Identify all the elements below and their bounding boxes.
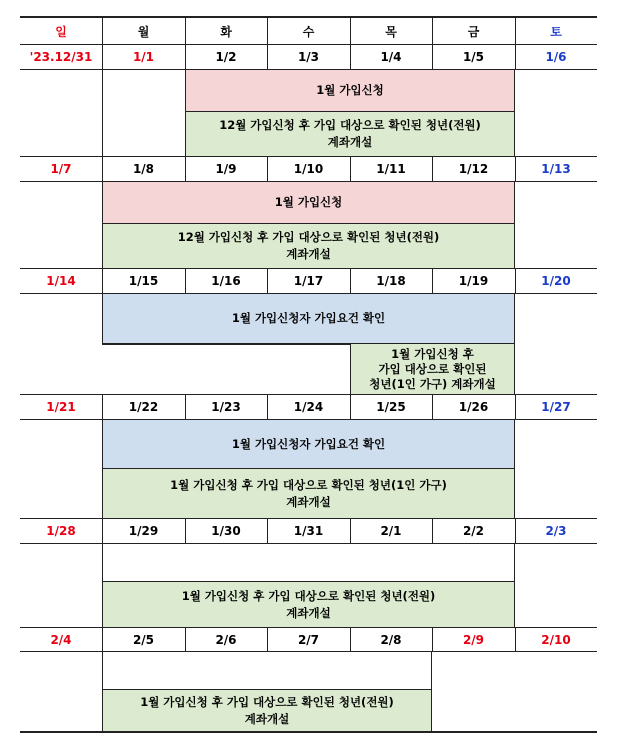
col-divider bbox=[267, 16, 268, 69]
day-header-tue: 화 bbox=[220, 24, 232, 39]
date-cell: 1/19 bbox=[458, 274, 489, 288]
col-divider bbox=[432, 268, 433, 293]
date-cell: 1/25 bbox=[376, 400, 406, 414]
col-divider bbox=[267, 518, 268, 543]
col-divider bbox=[185, 518, 186, 543]
date-cell: 1/15 bbox=[128, 274, 159, 288]
col-divider bbox=[267, 627, 268, 651]
row-divider bbox=[20, 627, 597, 628]
date-cell: 2/3 bbox=[545, 524, 567, 538]
event-block: 1월 가입신청자 가입요건 확인 bbox=[102, 294, 515, 344]
col-divider bbox=[102, 394, 103, 419]
row-divider bbox=[20, 419, 597, 420]
col-divider bbox=[515, 518, 516, 543]
date-cell: 1/1 bbox=[132, 50, 155, 64]
empty-band bbox=[102, 544, 515, 582]
col-divider bbox=[515, 156, 516, 181]
day-header-wed: 수 bbox=[302, 24, 315, 39]
event-block: 1월 가입신청 후 가입 대상으로 확인된 청년(1인 가구) 계좌개설 bbox=[102, 469, 515, 518]
date-cell: 2/4 bbox=[50, 632, 72, 647]
date-cell: 2/9 bbox=[462, 632, 485, 647]
row-divider bbox=[20, 518, 597, 519]
row-divider bbox=[20, 268, 597, 269]
date-cell: 1/20 bbox=[541, 274, 571, 288]
date-cell: 2/5 bbox=[132, 632, 155, 647]
row-divider bbox=[20, 293, 597, 294]
date-cell: 1/11 bbox=[376, 162, 406, 176]
date-cell: 1/21 bbox=[46, 400, 76, 414]
col-divider bbox=[432, 627, 433, 651]
col-divider bbox=[267, 156, 268, 181]
col-divider bbox=[185, 156, 186, 181]
col-divider bbox=[267, 394, 268, 419]
event-block: 1월 가입신청 bbox=[102, 182, 515, 224]
col-divider bbox=[185, 627, 186, 651]
date-cell: 1/29 bbox=[128, 524, 159, 538]
col-divider bbox=[432, 156, 433, 181]
row-divider bbox=[20, 651, 597, 652]
table-bottom-border bbox=[20, 731, 597, 733]
col-divider bbox=[185, 394, 186, 419]
col-divider bbox=[102, 518, 103, 543]
row-divider bbox=[20, 156, 597, 157]
date-cell: 1/12 bbox=[458, 162, 489, 176]
date-cell: 1/4 bbox=[380, 50, 402, 64]
col-divider bbox=[350, 394, 351, 419]
day-header-fri: 금 bbox=[467, 24, 480, 39]
event-block: 1월 가입신청 후 가입 대상으로 확인된 청년(전원) 계좌개설 bbox=[102, 690, 432, 732]
day-header-sun: 일 bbox=[55, 24, 67, 39]
date-cell: 1/23 bbox=[211, 400, 241, 414]
date-cell: 1/8 bbox=[132, 162, 155, 176]
date-cell: 1/16 bbox=[211, 274, 241, 288]
col-divider bbox=[185, 16, 186, 69]
date-cell: 1/2 bbox=[215, 50, 237, 64]
date-cell: 1/26 bbox=[458, 400, 489, 414]
row-divider bbox=[20, 69, 597, 70]
event-block: 1월 가입신청 후 가입 대상으로 확인된 청년(전원) 계좌개설 bbox=[102, 582, 515, 627]
event-block: 12월 가입신청 후 가입 대상으로 확인된 청년(전원) 계좌개설 bbox=[102, 224, 515, 268]
calendar-table bbox=[20, 16, 597, 733]
date-cell: 2/10 bbox=[541, 632, 571, 647]
col-divider bbox=[102, 627, 103, 651]
row-divider bbox=[20, 543, 597, 544]
date-cell: 1/17 bbox=[293, 274, 324, 288]
col-divider bbox=[432, 16, 433, 69]
day-header-sat: 토 bbox=[550, 24, 562, 39]
col-divider bbox=[102, 16, 103, 69]
col-divider bbox=[432, 394, 433, 419]
date-cell: 1/9 bbox=[215, 162, 237, 176]
date-cell: '23.12/31 bbox=[29, 50, 93, 64]
date-cell: 1/14 bbox=[46, 274, 76, 288]
date-cell: 1/7 bbox=[50, 162, 72, 176]
col-divider bbox=[350, 156, 351, 181]
date-cell: 1/10 bbox=[293, 162, 324, 176]
date-cell: 1/22 bbox=[128, 400, 159, 414]
empty-band bbox=[102, 344, 351, 345]
date-cell: 1/13 bbox=[541, 162, 571, 176]
date-cell: 1/28 bbox=[46, 524, 76, 538]
date-cell: 2/1 bbox=[380, 524, 402, 538]
event-block: 12월 가입신청 후 가입 대상으로 확인된 청년(전원) 계좌개설 bbox=[185, 112, 515, 156]
date-cell: 1/27 bbox=[541, 400, 571, 414]
col-divider bbox=[515, 16, 516, 69]
col-divider bbox=[350, 627, 351, 651]
col-divider bbox=[102, 156, 103, 181]
table-top-border bbox=[20, 16, 597, 18]
date-cell: 1/5 bbox=[462, 50, 485, 64]
row-divider bbox=[20, 394, 597, 395]
date-cell: 2/6 bbox=[215, 632, 237, 647]
row-divider bbox=[20, 44, 597, 45]
date-cell: 1/6 bbox=[545, 50, 567, 64]
date-cell: 1/30 bbox=[211, 524, 241, 538]
empty-band bbox=[102, 652, 432, 690]
col-divider bbox=[267, 268, 268, 293]
event-block: 1월 가입신청 후 가입 대상으로 확인된 청년(1인 가구) 계좌개설 bbox=[350, 344, 515, 394]
event-block: 1월 가입신청 bbox=[185, 70, 515, 112]
col-divider bbox=[185, 268, 186, 293]
col-divider bbox=[350, 268, 351, 293]
date-cell: 2/2 bbox=[462, 524, 485, 538]
date-cell: 1/18 bbox=[376, 274, 406, 288]
col-divider bbox=[515, 627, 516, 651]
col-divider bbox=[350, 16, 351, 69]
col-divider bbox=[102, 268, 103, 293]
event-block: 1월 가입신청자 가입요건 확인 bbox=[102, 420, 515, 469]
date-cell: 2/7 bbox=[297, 632, 320, 647]
date-cell: 1/31 bbox=[293, 524, 324, 538]
date-cell: 1/24 bbox=[293, 400, 324, 414]
col-divider bbox=[102, 69, 103, 157]
col-divider bbox=[515, 268, 516, 293]
date-cell: 1/3 bbox=[297, 50, 320, 64]
date-cell: 2/8 bbox=[380, 632, 402, 647]
col-divider bbox=[350, 518, 351, 543]
day-header-thu: 목 bbox=[385, 24, 397, 39]
day-header-mon: 월 bbox=[137, 24, 150, 39]
col-divider bbox=[515, 394, 516, 419]
col-divider bbox=[432, 518, 433, 543]
row-divider bbox=[20, 181, 597, 182]
